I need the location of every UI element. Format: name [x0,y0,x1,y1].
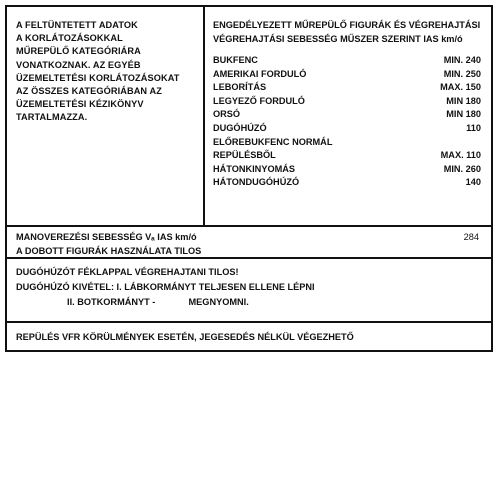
figure-speed: MIN 180 [446,109,481,120]
figure-row [213,149,481,163]
figure-name: BUKFENC [213,55,258,65]
figures-header-line1: ENGEDÉLYEZETT MŰREPÜLŐ FIGURÁK ÉS VÉGREHAJTÁSI [213,20,481,30]
figure-row [213,95,481,109]
figure-name: HÁTONDUGÓHÚZÓ [213,177,300,188]
figure-row [213,163,481,177]
figure-name: HÁTONKINYOMÁS [213,163,296,174]
figure-name: DUGÓHÚZÓ [213,122,267,133]
figure-speed: MAX. 150 [440,82,481,93]
figure-row [213,108,481,122]
figure-speed: MIN. 240 [443,55,481,65]
figure-row [213,81,481,95]
figure-name: ORSÓ [213,109,241,120]
info-column [7,7,205,225]
maneuvering-speed-line [16,232,479,242]
figures-header [213,19,481,47]
figure-row [213,176,481,190]
figure-speed: MAX. 110 [440,150,481,161]
spin-recovery-step2: II. BOTKORMÁNYT - MEGNYOMNI. [16,297,249,307]
figure-row [213,68,481,82]
spin-flaps-warning: DUGÓHÚZÓT FÉKLAPPAL VÉGREHAJTANI TILOS! [16,267,239,277]
maneuvering-speed-value: 284 [463,232,479,242]
figure-row [213,122,481,136]
aerobatic-section [7,7,491,227]
figure-speed: 110 [466,122,481,133]
spin-section [7,259,491,323]
figure-name: ELŐREBUKFENC NORMÁL [213,136,333,147]
spin-recovery-step1: DUGÓHÚZÓ KIVÉTEL: I. LÁBKORMÁNYT TELJESEN ELLENE LÉPNI [16,282,315,292]
vfr-section [7,323,491,352]
figure-name: AMERIKAI FORDULÓ [213,68,307,79]
maneuvering-speed-section [7,227,491,259]
figure-row [213,136,481,150]
aerobatic-figures-column [205,7,491,225]
figure-speed [421,136,481,150]
figure-speed: MIN. 250 [443,68,481,79]
figure-speed: 140 [465,177,481,188]
vfr-note: REPÜLÉS VFR KÖRÜLMÉNYEK ESETÉN, JEGESEDÉS NÉLKÜL VÉGEZHETŐ [16,332,354,342]
figures-list [213,54,481,190]
figure-speed: MIN. 260 [443,163,481,174]
snap-figures-note: A DOBOTT FIGURÁK HASZNÁLATA TILOS [16,246,202,256]
figure-row [213,54,481,68]
figures-header-line2: VÉGREHAJTÁSI SEBESSÉG MŰSZER SZERINT IAS km/ó [213,33,463,44]
figure-speed: MIN 180 [446,95,481,106]
figure-name: REPÜLÉSBŐL [213,150,276,161]
info-text: A FELTÜNTETETT ADATOK A KORLÁTOZÁSOKKAL MŰREPÜLŐ KATEGÓRIÁRA VONATKOZNAK. AZ EGYÉB ÜZEMELTETÉSI KORLÁTOZÁSOKAT AZ ÖSSZES KATEGÓRIÁBAN AZ ÜZEMELTETÉSI KÉZIKÖNYV TARTALMAZZA. [16,20,180,123]
figure-name: LEBORÍTÁS [213,82,267,93]
maneuvering-speed-label: MANOVEREZÉSI SEBESSÉG Vₐ IAS km/ó [16,232,197,242]
limitations-placard [5,5,493,352]
figure-name: LEGYEZŐ FORDULÓ [213,95,305,106]
